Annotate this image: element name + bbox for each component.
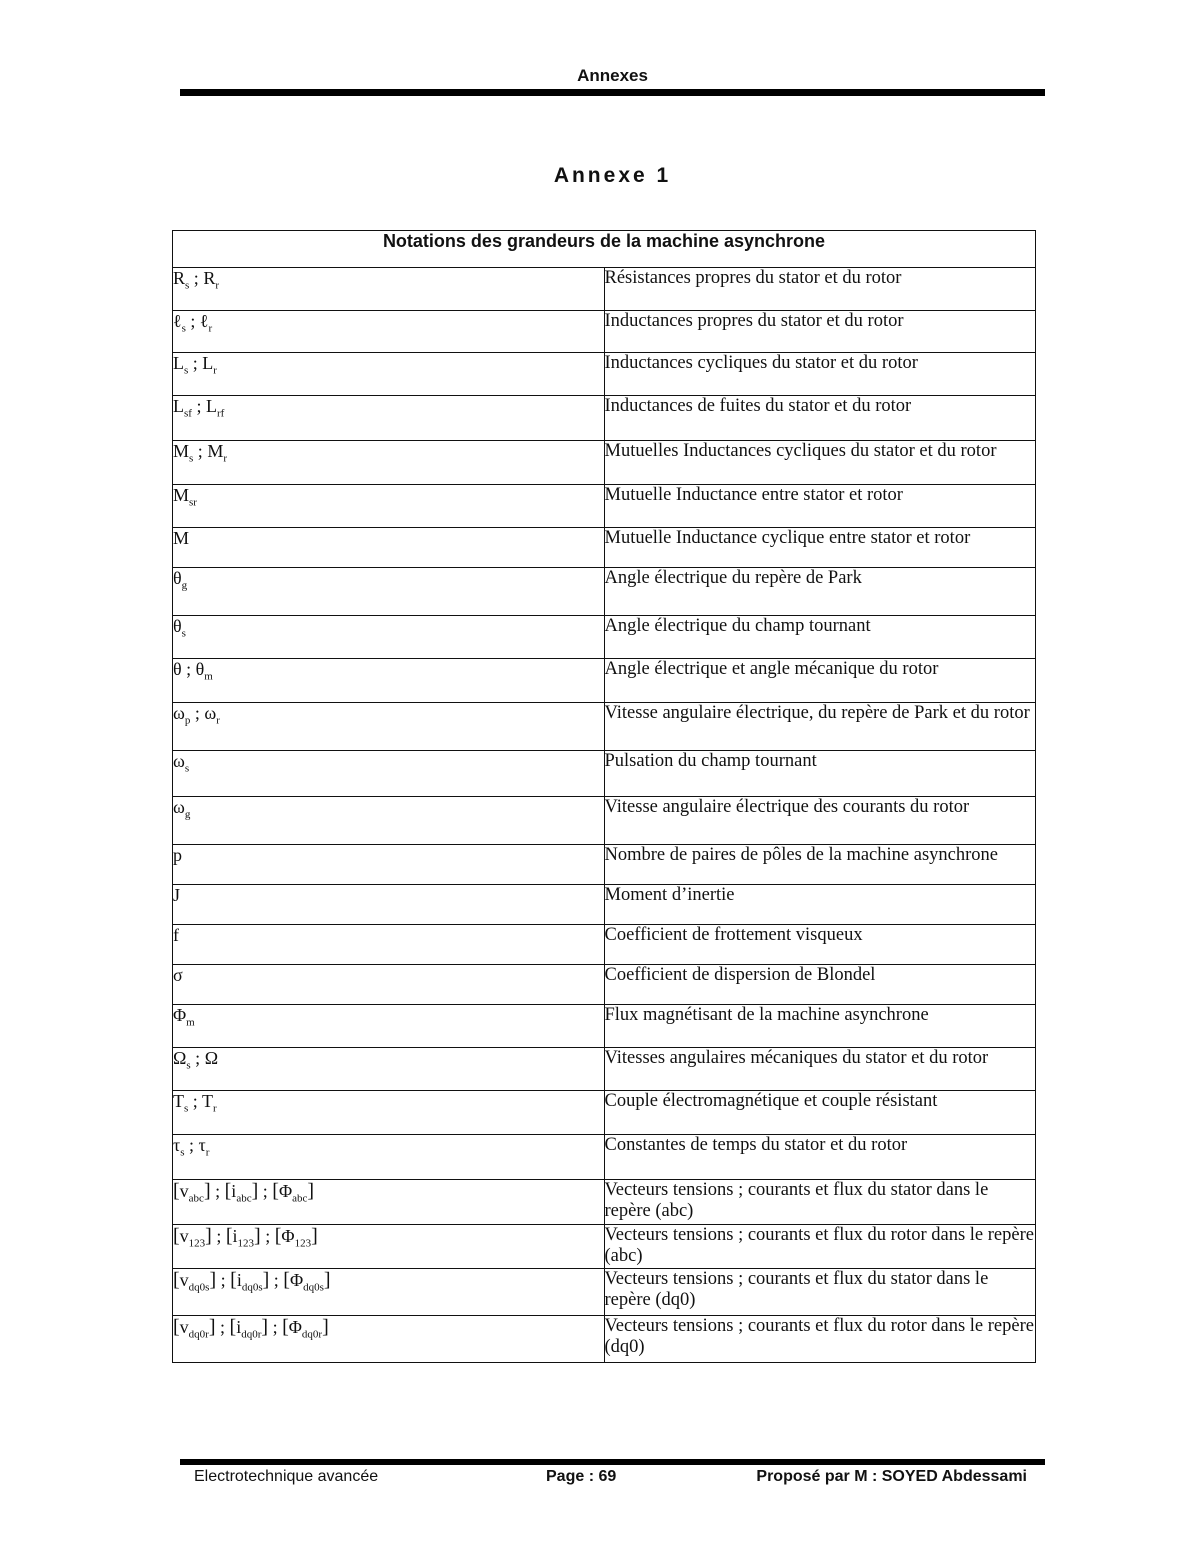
table-row [173,751,1036,797]
symbol-index: abc [292,1192,308,1205]
symbol-separator: ; [188,1091,202,1111]
table-row [173,1269,1036,1316]
notation-symbol [173,1180,605,1225]
symbol-main: θ [173,568,182,588]
notation-description: Résistances propres du stator et du rotor [604,268,1036,311]
table-row [173,568,1036,616]
notation-symbol [173,885,605,925]
voltage-symbol: v [179,1317,189,1337]
notation-description: Mutuelles Inductances cycliques du stator et du rotor [604,441,1036,485]
notation-symbol [173,925,605,965]
symbol-second: T [201,1091,213,1111]
symbol-index: dq0r [188,1328,209,1341]
table-row [173,268,1036,311]
symbol-separator: ; [184,1135,199,1155]
table-row [173,1005,1036,1048]
symbol-main: Φ [173,1005,187,1025]
symbol-subscript: r [215,279,219,292]
footer-page-number: Page : 69 [546,1468,617,1485]
notation-description: Flux magnétisant de la machine asynchrone [604,1005,1036,1048]
symbol-subscript: r [213,364,217,377]
notation-symbol [173,1091,605,1135]
symbol-index: abc [236,1192,252,1205]
table-row [173,441,1036,485]
table-row [173,797,1036,845]
symbol-main: J [173,885,181,905]
symbol-separator: ; [191,396,206,416]
notation-description: Moment d’inertie [604,885,1036,925]
bracket-open: [ [229,1316,237,1338]
symbol-separator: ; [269,1270,284,1290]
symbol-separator: ; [181,659,196,679]
notation-description: Inductances propres du stator et du rotor [604,311,1036,353]
symbol-subscript: s [181,627,186,640]
voltage-symbol: v [179,1270,189,1290]
table-row [173,845,1036,885]
bracket-close: ] [205,1225,212,1247]
bracket-open: [ [272,1180,279,1202]
symbol-main: M [173,441,190,461]
symbol-index: dq0s [303,1281,324,1294]
notation-description: Inductances de fuites du stator et du rotor [604,396,1036,441]
bracket-open: [ [274,1225,282,1247]
symbol-subscript: m [204,670,213,683]
table-row [173,925,1036,965]
bracket-open: [ [224,1180,232,1202]
table-row [173,703,1036,751]
notation-symbol [173,845,605,885]
footer-author: Proposé par M : SOYED Abdessami [756,1468,1027,1485]
notation-symbol [173,396,605,441]
bracket-close: ] [209,1269,217,1291]
symbol-subscript: sr [189,496,197,509]
notation-description: Vecteurs tensions ; courants et flux du rotor dans le repère (abc) [604,1225,1036,1269]
notation-description: Pulsation du champ tournant [604,751,1036,797]
symbol-separator: ; [215,1317,230,1337]
symbol-subscript: rf [216,407,225,420]
symbol-main: L [173,353,184,373]
symbol-main: L [173,396,184,416]
symbol-separator: ; [188,353,203,373]
notation-symbol [173,616,605,659]
notation-symbol [173,703,605,751]
notation-description: Constantes de temps du stator et du rotor [604,1135,1036,1180]
notation-description: Nombre de paires de pôles de la machine asynchrone [604,845,1036,885]
current-symbol: i [236,1270,242,1290]
symbol-index: 123 [294,1237,312,1250]
symbol-subscript: s [186,1059,191,1072]
notation-symbol [173,311,605,353]
table-row [173,1135,1036,1180]
symbol-main: p [173,845,182,865]
notation-description: Vitesses angulaires mécaniques du stator et du rotor [604,1048,1036,1091]
flux-symbol: Φ [288,1317,302,1337]
symbol-main: T [173,1091,184,1111]
notation-description: Angle électrique du repère de Park [604,568,1036,616]
symbol-separator: ; [193,441,208,461]
symbol-main: f [173,925,179,945]
symbol-main: θ [173,616,182,636]
running-title: Annexes [577,66,648,85]
flux-symbol: Φ [289,1270,304,1290]
symbol-separator: ; [260,1226,275,1246]
symbol-separator: ; [216,1270,231,1290]
symbol-index: dq0r [301,1328,323,1341]
symbol-separator: ; [185,311,200,331]
notation-description: Vecteurs tensions ; courants et flux du rotor dans le repère (dq0) [604,1316,1036,1363]
table-row [173,1048,1036,1091]
voltage-symbol: v [179,1181,189,1201]
bracket-close: ] [307,1180,315,1202]
symbol-separator: ; [190,703,205,723]
symbol-separator: ; [268,1317,283,1337]
symbol-index: 123 [237,1237,255,1250]
notation-description: Coefficient de frottement visqueux [604,925,1036,965]
notation-symbol [173,568,605,616]
notation-rows [173,268,1036,1363]
bracket-close: ] [203,1180,211,1202]
bracket-close: ] [323,1269,331,1291]
notation-description: Vitesse angulaire électrique, du repère de Park et du rotor [604,703,1036,751]
symbol-main: M [173,528,190,548]
annex-title: Annexe 1 [553,164,672,187]
notation-description: Vecteurs tensions ; courants et flux du stator dans le repère (dq0) [604,1269,1036,1316]
header-rule [180,89,1045,96]
symbol-main: M [173,485,190,505]
symbol-subscript: m [186,1016,195,1029]
symbol-second: M [207,441,224,461]
bracket-open: [ [225,1225,233,1247]
notation-description: Couple électromagnétique et couple résistant [604,1091,1036,1135]
symbol-index: abc [188,1192,204,1205]
footer [180,1468,1045,1488]
notation-symbol [173,1316,605,1363]
symbol-separator: ; [211,1226,226,1246]
bracket-open: [ [283,1269,290,1291]
footer-course: Electrotechnique avancée [194,1468,379,1485]
symbol-second: L [202,353,214,373]
bracket-open: [ [230,1269,237,1291]
table-caption: Notations des grandeurs de la machine asynchrone [173,231,1036,268]
table-row [173,1180,1036,1225]
notation-symbol [173,353,605,396]
current-symbol: i [231,1181,237,1201]
notation-symbol [173,485,605,528]
symbol-second: ω [204,703,217,723]
symbol-second: Ω [204,1048,219,1068]
bracket-close: ] [251,1180,259,1202]
notation-description: Mutuelle Inductance entre stator et rotor [604,485,1036,528]
symbol-subscript: r [212,1102,217,1115]
notation-description: Inductances cycliques du stator et du rotor [604,353,1036,396]
table-row [173,485,1036,528]
symbol-subscript: s [185,279,190,292]
symbol-subscript: r [208,322,213,335]
notation-description: Mutuelle Inductance cyclique entre stator et rotor [604,528,1036,568]
bracket-close: ] [262,1269,270,1291]
notation-symbol [173,528,605,568]
symbol-subscript: s [184,762,190,775]
table-row [173,616,1036,659]
current-symbol: i [236,1317,242,1337]
symbol-main: Ω [173,1048,187,1068]
bracket-close: ] [254,1225,261,1247]
table-row [173,396,1036,441]
symbol-main: ℓ [173,311,182,331]
symbol-main: τ [173,1135,181,1155]
table-row [173,311,1036,353]
symbol-subscript: sf [184,407,192,420]
symbol-index: dq0r [241,1328,262,1341]
notation-symbol [173,751,605,797]
symbol-main: ω [173,703,185,723]
notation-description: Vitesse angulaire électrique des courants du rotor [604,797,1036,845]
footer-rule [180,1459,1045,1465]
symbol-separator: ; [258,1181,273,1201]
bracket-open: [ [173,1180,180,1202]
symbol-subscript: g [184,808,191,821]
voltage-symbol: v [179,1226,189,1246]
notation-description: Angle électrique du champ tournant [604,616,1036,659]
symbol-second: θ [195,659,205,679]
table-row [173,528,1036,568]
symbol-subscript: s [181,322,186,335]
table-row [173,1225,1036,1269]
bracket-open: [ [173,1225,180,1247]
bracket-open: [ [282,1316,289,1338]
symbol-subscript: r [216,714,220,727]
current-symbol: i [232,1226,238,1246]
symbol-second: L [205,396,217,416]
table-row [173,885,1036,925]
symbol-subscript: r [205,1146,210,1159]
notation-table [172,230,1036,1363]
notation-symbol [173,1269,605,1316]
symbol-subscript: s [184,1102,189,1115]
flux-symbol: Φ [281,1226,295,1246]
table-row [173,1316,1036,1363]
symbol-subscript: s [180,1146,185,1159]
notation-symbol [173,1048,605,1091]
symbol-main: σ [173,965,183,985]
table-row [173,659,1036,703]
symbol-main: R [173,268,186,288]
symbol-subscript: g [181,579,188,592]
symbol-index: 123 [188,1237,206,1250]
notation-symbol [173,1225,605,1269]
notation-symbol [173,1135,605,1180]
symbol-subscript: s [189,452,194,465]
table-row [173,353,1036,396]
symbol-subscript: p [184,714,191,727]
table-row [173,1091,1036,1135]
symbol-second: R [203,268,216,288]
table-row [173,965,1036,1005]
notation-symbol [173,659,605,703]
symbol-subscript: r [223,452,227,465]
symbol-index: dq0s [241,1281,263,1294]
symbol-main: ω [173,797,185,817]
symbol-second: τ [198,1135,206,1155]
symbol-second: ℓ [199,311,209,331]
notation-symbol [173,965,605,1005]
symbol-separator: ; [189,268,204,288]
notation-description: Coefficient de dispersion de Blondel [604,965,1036,1005]
bracket-open: [ [173,1316,180,1338]
bracket-close: ] [208,1316,216,1338]
symbol-main: ω [173,751,185,771]
notation-symbol [173,441,605,485]
symbol-main: θ [173,659,182,679]
notation-description: Angle électrique et angle mécanique du rotor [604,659,1036,703]
notation-symbol [173,797,605,845]
flux-symbol: Φ [278,1181,293,1201]
symbol-separator: ; [210,1181,225,1201]
bracket-open: [ [173,1269,180,1291]
symbol-subscript: s [184,364,189,377]
notation-symbol [173,1005,605,1048]
symbol-index: dq0s [188,1281,210,1294]
bracket-close: ] [261,1316,269,1338]
notation-symbol [173,268,605,311]
symbol-separator: ; [190,1048,205,1068]
notation-description: Vecteurs tensions ; courants et flux du stator dans le repère (abc) [604,1180,1036,1225]
bracket-close: ] [311,1225,318,1247]
bracket-close: ] [322,1316,329,1338]
